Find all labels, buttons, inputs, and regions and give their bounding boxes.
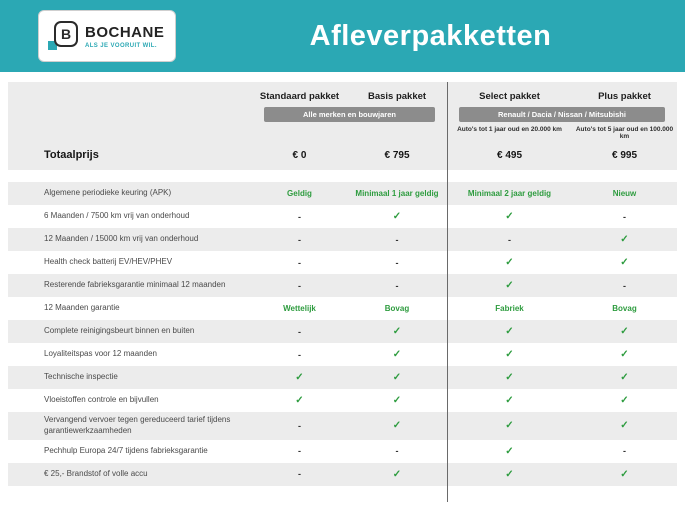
feature-value: Minimaal 1 jaar geldig: [355, 189, 439, 198]
logo-tagline: ALS JE VOORUIT WIL.: [85, 42, 157, 49]
feature-value: Minimaal 2 jaar geldig: [467, 189, 552, 198]
logo-b-mark: [54, 21, 78, 47]
column-subtitle-select: Auto's tot 1 jaar oud en 20.000 km: [457, 126, 562, 133]
check-icon: ✓: [505, 395, 514, 406]
total-price-plus: € 995: [611, 149, 638, 161]
column-header-standaard: Standaard pakket: [259, 91, 340, 102]
check-icon: ✓: [392, 326, 402, 337]
check-icon: ✓: [392, 420, 402, 432]
check-icon: ✓: [505, 326, 514, 337]
feature-row: [8, 251, 677, 274]
dash-mark: -: [395, 257, 399, 268]
check-icon: ✓: [505, 445, 514, 457]
dash-mark: -: [298, 420, 301, 431]
feature-label: 12 Maanden / 15000 km vrij van onderhoud: [44, 234, 199, 244]
dash-mark: -: [298, 326, 301, 337]
logo-letter: B: [60, 26, 72, 42]
dash-mark: -: [298, 257, 301, 268]
check-icon: ✓: [620, 234, 629, 245]
total-price-basis: € 795: [384, 149, 410, 161]
header-rows-gap: [8, 170, 677, 182]
feature-value: Bovag: [612, 304, 637, 313]
check-icon: ✓: [620, 349, 629, 360]
feature-label: Complete reinigingsbeurt binnen en buiten: [44, 326, 195, 336]
check-icon: ✓: [295, 395, 304, 406]
feature-row: [8, 297, 677, 320]
feature-label: Vervangend vervoer tegen gereduceerd tarief tijdens garantiewerkzaamheden: [44, 415, 231, 435]
check-icon: ✓: [505, 257, 514, 268]
package-table: [8, 82, 677, 486]
dash-mark: -: [298, 211, 301, 222]
total-price-select: € 495: [496, 149, 523, 161]
feature-value: Bovag: [384, 304, 410, 313]
check-icon: ✓: [392, 349, 402, 360]
check-icon: ✓: [505, 468, 514, 480]
column-header-plus: Plus pakket: [598, 91, 651, 102]
check-icon: ✓: [392, 395, 402, 406]
feature-row: [8, 274, 677, 297]
dash-mark: -: [508, 234, 511, 245]
check-icon: ✓: [505, 211, 514, 222]
header-bar: [0, 0, 685, 72]
feature-label: Vloeistoffen controle en bijvullen: [44, 395, 159, 405]
dash-mark: -: [395, 446, 399, 457]
feature-label: Resterende fabrieksgarantie minimaal 12 maanden: [44, 280, 226, 290]
dash-mark: -: [298, 446, 301, 457]
feature-label: 12 Maanden garantie: [44, 303, 120, 313]
column-header-basis: Basis pakket: [367, 91, 427, 102]
check-icon: ✓: [505, 372, 514, 383]
check-icon: ✓: [620, 257, 629, 268]
logo-text: [85, 24, 164, 49]
total-price-standaard: € 0: [292, 149, 307, 161]
bochane-logo: [38, 10, 176, 62]
group-divider: [447, 82, 448, 502]
feature-value: Fabriek: [495, 304, 524, 313]
page-title: Afleverpakketten: [309, 19, 552, 52]
check-icon: ✓: [620, 468, 629, 480]
dash-mark: -: [623, 280, 626, 291]
dash-mark: -: [298, 280, 301, 291]
check-icon: ✓: [392, 211, 402, 222]
feature-row: [8, 320, 677, 343]
badge-alle-merken: Alle merken en bouwjaren: [264, 107, 435, 122]
feature-label: € 25,- Brandstof of volle accu: [44, 468, 148, 478]
feature-rows: [8, 182, 677, 486]
feature-row: [8, 463, 677, 486]
title-wrap: [176, 20, 685, 53]
table-header: [8, 82, 677, 170]
feature-row: [8, 440, 677, 463]
check-icon: ✓: [392, 468, 402, 480]
feature-label: Loyaliteitspas voor 12 maanden: [44, 349, 157, 359]
feature-label: Algemene periodieke keuring (APK): [44, 188, 172, 198]
feature-value: Wettelijk: [283, 304, 316, 313]
dash-mark: -: [395, 280, 399, 291]
dash-mark: -: [623, 211, 626, 222]
total-price-label: Totaalprijs: [44, 149, 99, 161]
feature-value: Nieuw: [612, 189, 637, 198]
column-header-select: Select pakket: [479, 91, 540, 102]
logo-brand-name: BOCHANE: [85, 23, 165, 41]
dash-mark: -: [298, 349, 301, 360]
check-icon: ✓: [392, 372, 402, 383]
dash-mark: -: [623, 446, 626, 457]
feature-row: [8, 228, 677, 251]
bochane-logo-icon: [48, 20, 78, 52]
column-subtitle-plus: Auto's tot 5 jaar oud en 100.000 km: [575, 126, 674, 140]
feature-label: 6 Maanden / 7500 km vrij van onderhoud: [44, 211, 190, 221]
check-icon: ✓: [505, 420, 514, 432]
check-icon: ✓: [620, 395, 629, 406]
dash-mark: -: [298, 234, 301, 245]
feature-row: [8, 343, 677, 366]
feature-row: [8, 205, 677, 228]
feature-label: Pechhulp Europa 24/7 tijdens fabrieksgarantie: [44, 445, 208, 455]
check-icon: ✓: [295, 372, 304, 383]
feature-row: [8, 389, 677, 412]
dash-mark: -: [395, 234, 399, 245]
check-icon: ✓: [620, 372, 629, 383]
badge-merken-rechts: Renault / Dacia / Nissan / Mitsubishi: [459, 107, 665, 122]
feature-value: Geldig: [287, 189, 312, 198]
feature-row: [8, 182, 677, 205]
check-icon: ✓: [620, 420, 629, 432]
feature-row: [8, 412, 677, 440]
check-icon: ✓: [620, 326, 629, 337]
dash-mark: -: [298, 469, 301, 480]
check-icon: ✓: [505, 349, 514, 360]
feature-label: Health check batterij EV/HEV/PHEV: [44, 257, 173, 267]
check-icon: ✓: [505, 280, 514, 291]
feature-row: [8, 366, 677, 389]
feature-label: Technische inspectie: [44, 372, 118, 382]
